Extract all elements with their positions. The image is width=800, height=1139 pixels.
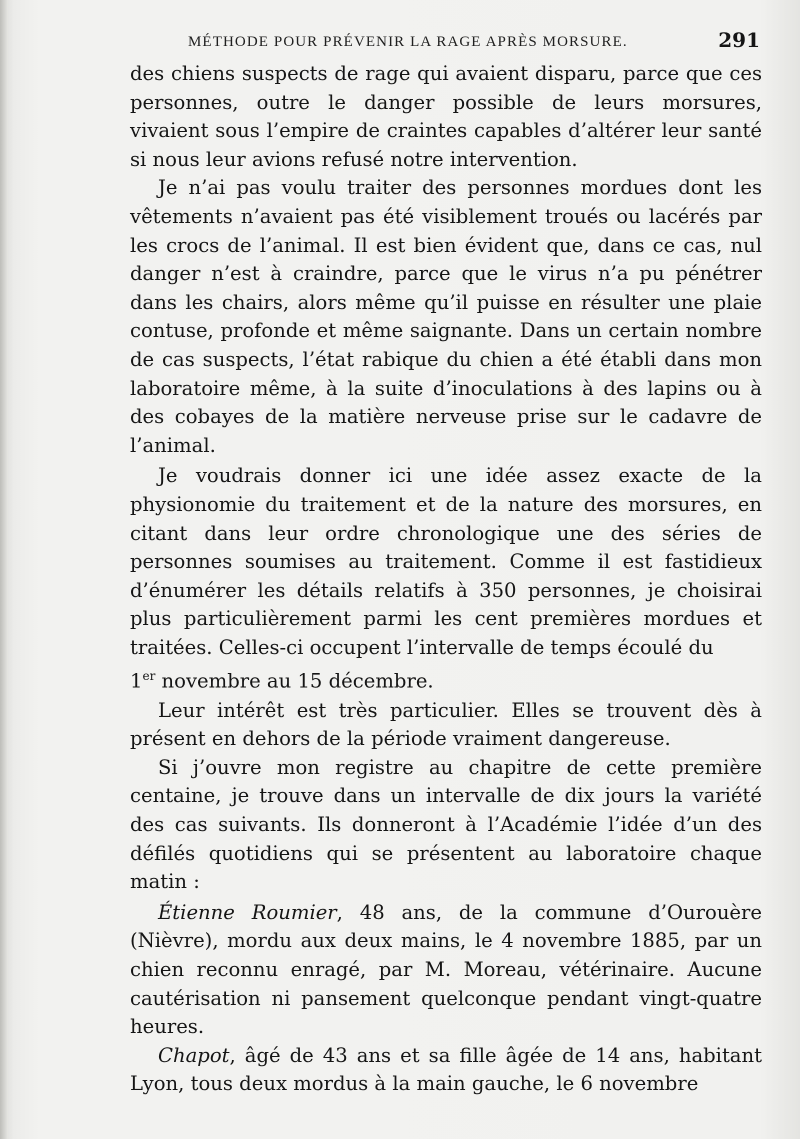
page-edge-shadow (0, 0, 8, 1139)
date-ordinal-suffix: er (142, 669, 156, 684)
entry-roumier (130, 899, 762, 1042)
page-header (130, 28, 760, 56)
paragraph-interet: Leur intérêt est très particulier. Elles se trouvent dès à présent en dehors de la période vraiment dangereuse. (130, 698, 762, 751)
body-text (130, 60, 762, 1099)
paragraph-registre: Si j’ouvre mon registre au chapitre de cette première centaine, je trouve dans un intervalle de dix jours la variété des cas suivants. Ils donneront à l’Académie l’idée d’un des défilés quotidiens qui se présentent au laboratoire chaque matin : (130, 755, 762, 894)
date-line (130, 662, 762, 696)
date-rest: novembre au 15 décembre. (155, 670, 434, 693)
entry-chapot (130, 1042, 762, 1099)
running-title: MÉTHODE POUR PRÉVENIR LA RAGE APRÈS MORSURE. (188, 34, 628, 50)
paragraph-vetements: Je n’ai pas voulu traiter des personnes mordues dont les vêtements n’avaient pas été visiblement troués ou lacérés par les crocs de l’animal. Il est bien évident que, dans ce cas, nul danger n’est à craindre, parce que le virus n’a pu pénétrer dans les chairs, alors même qu’il puisse en résulter une plaie contuse, profonde et même saignante. Dans un certain nombre de cas suspects, l’état rabique du chien a été établi dans mon laboratoire même, à la suite d’inoculations à des lapins ou à des cobayes de la matière nerveuse prise sur le cadavre de l’animal. (130, 176, 762, 457)
entry-text: , âgé de 43 ans et sa fille âgée de 14 ans, habitant Lyon, tous deux mordus à la main gauche, le 6 novembre (130, 1043, 762, 1096)
paragraph-physionomie (130, 462, 762, 662)
entry-text: , 48 ans, de la commune d’Ourouère (Nièvre), mordu aux deux mains, le 4 novembre 1885, par un chien reconnu enragé, par M. Moreau, vétérinaire. Aucune cautérisation ni pansement quelconque pendant vingt-quatre heures. (130, 900, 762, 1039)
date-day: 1 (130, 670, 143, 693)
entry-name: Étienne Roumier (158, 900, 337, 924)
page-number: 291 (718, 28, 760, 52)
paragraph-physionomie-text: Je voudrais donner ici une idée assez exacte de la physionomie du traitement et de la nature des morsures, en citant dans leur ordre chronologique une des séries de personnes soumises au traitement. Comme il est fastidieux d’énumérer les détails relatifs à 350 personnes, je choisirai plus particulièrement parmi les cent premières mordues et traitées. Celles-ci occupent l’intervalle de temps écoulé du (130, 464, 762, 659)
entry-name: Chapot (158, 1043, 230, 1067)
paragraph-continuation: des chiens suspects de rage qui avaient disparu, parce que ces personnes, outre le danger possible de leurs morsures, vivaient sous l’empire de craintes capables d’altérer leur santé si nous leur avions refusé notre intervention. (130, 62, 762, 171)
